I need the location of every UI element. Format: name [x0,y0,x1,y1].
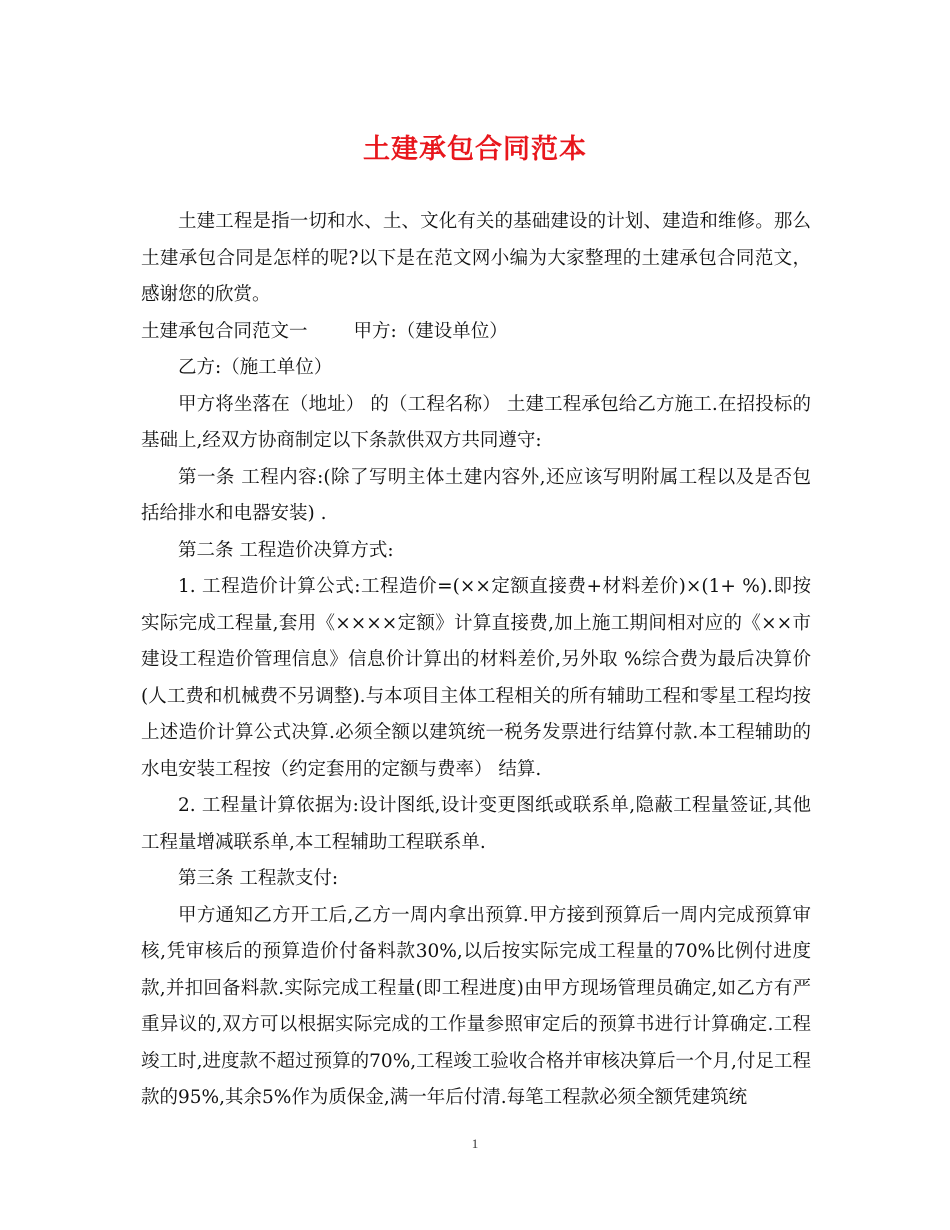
article-3-heading: 第三条 工程款支付: [178,868,339,889]
article-2-heading: 第二条 工程造价决算方式: [178,539,394,561]
article-1-paragraph: 第一条 工程内容:(除了写明主体土建内容外,还应该写明附属工程以及是否包括给排水和电器安装) . [141,466,811,524]
preamble-paragraph: 甲方将坐落在（地址） 的（工程名称） 土建工程承包给乙方施工.在招投标的基础上,经双方协商制定以下条款供双方共同遵守: [141,393,811,451]
article-2-item-2: 2. 工程量计算依据为:设计图纸,设计变更图纸或联系单,隐蔽工程量签证,其他工程量增减联系单,本工程辅助工程联系单. [141,795,811,853]
document-title: 土建承包合同范本 [363,134,587,165]
intro-paragraph: 土建工程是指一切和水、土、文化有关的基础建设的计划、建造和维修。那么土建承包合同是怎样的呢?以下是在范文网小编为大家整理的土建承包合同范文，感谢您的欣赏。 [141,211,811,305]
page-number: 1 [471,1136,479,1151]
sample-heading: 土建承包合同范文一 [141,320,308,342]
party-b-line: 乙方:（施工单位） [178,357,333,378]
document-body [141,204,811,1117]
article-3-paragraph: 甲方通知乙方开工后,乙方一周内拿出预算.甲方接到预算后一周内完成预算审核,凭审核后的预算造价付备料款30%,以后按实际完成工程量的70%比例付进度款,并扣回备料款.实际完成工程量(即工程进度)由甲方现场管理员确定,如乙方有严重异议的,双方可以根据实际完成的工作量参照审定后的预算书进行计算确定.工程竣工时,进度款不超过预算的70%,工程竣工验收合格并审核决算后一个月,付足工程款的95%,其余5%作为质保金,满一年后付清.每笔工程款必须全额凭建筑统 [141,904,811,1108]
sample-heading-line [141,314,811,351]
article-2-item-1: 1. 工程造价计算公式:工程造价=(××定额直接费+材料差价)×(1+ %).即按实际完成工程量,套用《××××定额》计算直接费,加上施工期间相对应的《××市建设工程造价管理信息》信息价计算出的材料差价,另外取 %综合费为最后决算价(人工费和机械费不另调整).与本项目主体工程相关的所有辅助工程和零星工程均按上述造价计算公式决算.必须全额以建筑统一税务发票进行结算付款.本工程辅助的水电安装工程按（约定套用的定额与费率） 结算. [141,576,811,780]
party-a-line: 甲方:（建设单位） [353,320,508,342]
